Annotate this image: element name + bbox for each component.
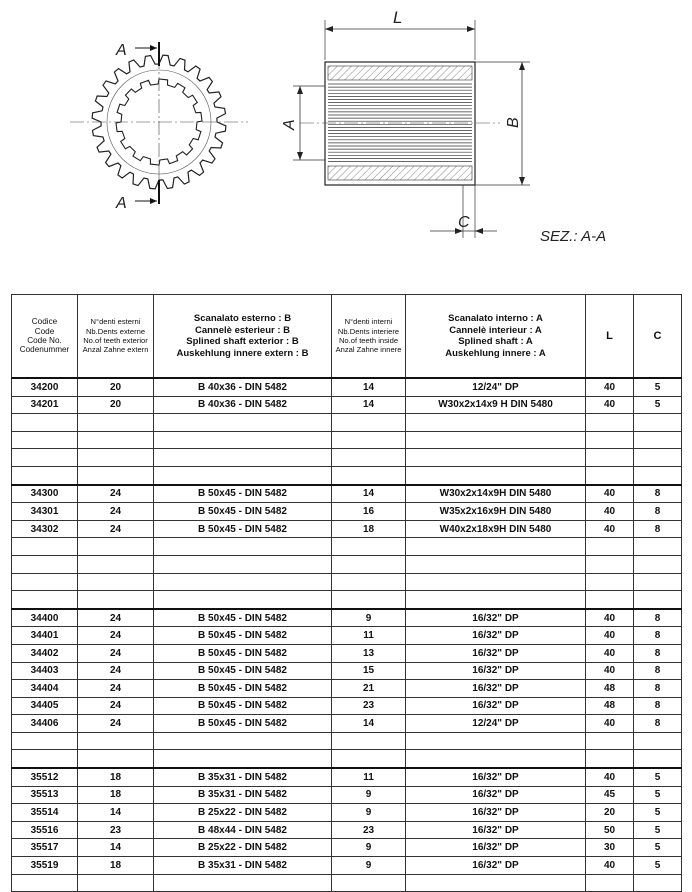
header-ext-teeth xyxy=(78,295,154,379)
table-row xyxy=(12,520,682,538)
blank-cell xyxy=(154,431,332,449)
blank-cell xyxy=(634,573,682,591)
blank-cell xyxy=(12,466,78,484)
cell-ext-teeth: 18 xyxy=(78,768,154,786)
header-line: Anzal Zahne extern xyxy=(82,345,149,355)
blank-cell xyxy=(586,431,634,449)
cell-int-teeth: 14 xyxy=(332,715,406,733)
table-row xyxy=(12,715,682,733)
blank-cell xyxy=(406,538,586,556)
cell-c: 8 xyxy=(634,503,682,521)
blank-cell xyxy=(406,573,586,591)
blank-cell xyxy=(78,538,154,556)
cell-ext-spline: B 40x36 - DIN 5482 xyxy=(154,378,332,396)
cell-code: 35512 xyxy=(12,768,78,786)
header-line: Cannelè interieur : A xyxy=(449,324,542,336)
cell-c: 5 xyxy=(634,396,682,414)
cell-code: 34404 xyxy=(12,680,78,698)
cell-int-spline: 16/32" DP xyxy=(406,609,586,627)
dim-a-arrow-bottom xyxy=(297,152,303,160)
hatch-top xyxy=(328,66,472,80)
cell-int-teeth: 23 xyxy=(332,821,406,839)
header-line: No.of teeth inside xyxy=(338,336,399,345)
cell-l: 30 xyxy=(586,839,634,857)
cell-c: 5 xyxy=(634,839,682,857)
cell-int-teeth: 14 xyxy=(332,378,406,396)
blank-row xyxy=(12,431,682,449)
blank-cell xyxy=(634,874,682,892)
cell-l: 40 xyxy=(586,520,634,538)
blank-cell xyxy=(586,466,634,484)
cell-ext-spline: B 35x31 - DIN 5482 xyxy=(154,857,332,875)
blank-cell xyxy=(332,732,406,750)
blank-cell xyxy=(586,538,634,556)
cell-c: 5 xyxy=(634,378,682,396)
dim-l-label: L xyxy=(393,8,403,27)
cell-ext-spline: B 50x45 - DIN 5482 xyxy=(154,644,332,662)
cell-l: 40 xyxy=(586,485,634,503)
table-row xyxy=(12,697,682,715)
cell-l: 45 xyxy=(586,786,634,804)
blank-cell xyxy=(12,573,78,591)
blank-row xyxy=(12,874,682,892)
blank-cell xyxy=(586,414,634,432)
blank-cell xyxy=(78,732,154,750)
blank-cell xyxy=(12,414,78,432)
cell-int-spline: 16/32" DP xyxy=(406,857,586,875)
cell-ext-spline: B 40x36 - DIN 5482 xyxy=(154,396,332,414)
cell-ext-spline: B 50x45 - DIN 5482 xyxy=(154,680,332,698)
blank-row xyxy=(12,555,682,573)
cell-ext-spline: B 50x45 - DIN 5482 xyxy=(154,609,332,627)
table-row xyxy=(12,396,682,414)
blank-cell xyxy=(78,750,154,768)
header-int-teeth xyxy=(332,295,406,379)
cell-ext-spline: B 50x45 - DIN 5482 xyxy=(154,503,332,521)
cell-int-spline: 16/32" DP xyxy=(406,768,586,786)
cell-c: 8 xyxy=(634,662,682,680)
cell-ext-spline: B 35x31 - DIN 5482 xyxy=(154,768,332,786)
blank-cell xyxy=(154,874,332,892)
cell-ext-spline: B 50x45 - DIN 5482 xyxy=(154,485,332,503)
table-row xyxy=(12,609,682,627)
cell-ext-spline: B 50x45 - DIN 5482 xyxy=(154,715,332,733)
header-line: Splined shaft exterior : B xyxy=(186,336,299,347)
table-header-row xyxy=(12,295,682,379)
cell-l: 20 xyxy=(586,804,634,822)
cell-ext-teeth: 24 xyxy=(78,609,154,627)
dim-a-arrow-top xyxy=(297,86,303,94)
blank-cell xyxy=(332,538,406,556)
blank-cell xyxy=(634,732,682,750)
blank-cell xyxy=(154,538,332,556)
blank-cell xyxy=(12,431,78,449)
cell-code: 35516 xyxy=(12,821,78,839)
cell-code: 34403 xyxy=(12,662,78,680)
cell-int-spline: 16/32" DP xyxy=(406,680,586,698)
cell-code: 35514 xyxy=(12,804,78,822)
header-c: C xyxy=(634,295,682,379)
cell-ext-teeth: 18 xyxy=(78,786,154,804)
header-line: N°denti interni xyxy=(344,317,393,327)
header-line: Nb.Dents externe xyxy=(85,326,146,336)
cell-l: 40 xyxy=(586,503,634,521)
cell-int-teeth: 9 xyxy=(332,857,406,875)
cell-code: 34405 xyxy=(12,697,78,715)
cell-code: 34401 xyxy=(12,627,78,645)
blank-cell xyxy=(12,732,78,750)
blank-row xyxy=(12,573,682,591)
blank-cell xyxy=(406,750,586,768)
cell-code: 34402 xyxy=(12,644,78,662)
cell-ext-teeth: 24 xyxy=(78,697,154,715)
hatch-bottom xyxy=(328,166,472,180)
cell-int-teeth: 9 xyxy=(332,786,406,804)
dim-l-arrow-left xyxy=(325,26,333,32)
blank-cell xyxy=(634,555,682,573)
cell-l: 40 xyxy=(586,662,634,680)
table-body xyxy=(12,378,682,892)
blank-cell xyxy=(154,449,332,467)
blank-row xyxy=(12,466,682,484)
table-row xyxy=(12,680,682,698)
cell-ext-teeth: 24 xyxy=(78,644,154,662)
blank-cell xyxy=(154,573,332,591)
cell-l: 40 xyxy=(586,768,634,786)
cell-ext-spline: B 50x45 - DIN 5482 xyxy=(154,520,332,538)
cell-c: 5 xyxy=(634,786,682,804)
blank-cell xyxy=(406,431,586,449)
cell-ext-teeth: 20 xyxy=(78,378,154,396)
blank-cell xyxy=(78,466,154,484)
blank-cell xyxy=(586,591,634,609)
cell-ext-teeth: 18 xyxy=(78,857,154,875)
blank-cell xyxy=(154,555,332,573)
cell-l: 48 xyxy=(586,697,634,715)
cell-code: 35517 xyxy=(12,839,78,857)
blank-row xyxy=(12,591,682,609)
blank-cell xyxy=(586,573,634,591)
blank-cell xyxy=(634,750,682,768)
cell-c: 8 xyxy=(634,609,682,627)
blank-cell xyxy=(634,466,682,484)
blank-cell xyxy=(12,449,78,467)
blank-cell xyxy=(78,414,154,432)
table-row xyxy=(12,768,682,786)
blank-cell xyxy=(154,750,332,768)
cell-l: 40 xyxy=(586,857,634,875)
cell-ext-teeth: 24 xyxy=(78,485,154,503)
cell-int-spline: 12/24" DP xyxy=(406,715,586,733)
blank-cell xyxy=(78,431,154,449)
cell-int-teeth: 9 xyxy=(332,804,406,822)
blank-row xyxy=(12,750,682,768)
header-line: N°denti esterni xyxy=(90,317,141,327)
cell-c: 8 xyxy=(634,680,682,698)
table-row xyxy=(12,821,682,839)
header-line: Cannelè esterieur : B xyxy=(194,324,291,336)
blank-cell xyxy=(12,591,78,609)
cell-int-teeth: 14 xyxy=(332,396,406,414)
blank-cell xyxy=(332,555,406,573)
cell-c: 8 xyxy=(634,644,682,662)
blank-cell xyxy=(332,874,406,892)
header-line: Nb.Dents interiere xyxy=(337,326,400,336)
dim-a-label: A xyxy=(281,119,298,130)
cell-int-spline: 16/32" DP xyxy=(406,839,586,857)
cell-ext-spline: B 25x22 - DIN 5482 xyxy=(154,804,332,822)
table-row xyxy=(12,627,682,645)
header-line: Scanalato interno : A xyxy=(448,313,543,324)
cell-int-spline: W30x2x14x9 H DIN 5480 xyxy=(406,396,586,414)
header-line: Auskehlung innere extern : B xyxy=(176,347,309,359)
header-ext-spline xyxy=(154,295,332,379)
blank-cell xyxy=(78,874,154,892)
cell-int-teeth: 16 xyxy=(332,503,406,521)
blank-row xyxy=(12,538,682,556)
cell-int-spline: 16/32" DP xyxy=(406,644,586,662)
header-line: Splined shaft : A xyxy=(458,336,533,347)
section-label-bottom: A xyxy=(116,195,127,212)
blank-cell xyxy=(586,750,634,768)
header-int-spline xyxy=(406,295,586,379)
spec-table xyxy=(11,294,682,892)
blank-cell xyxy=(406,555,586,573)
blank-cell xyxy=(406,874,586,892)
blank-cell xyxy=(586,732,634,750)
cell-int-teeth: 9 xyxy=(332,839,406,857)
cell-c: 5 xyxy=(634,821,682,839)
cell-ext-spline: B 50x45 - DIN 5482 xyxy=(154,627,332,645)
cell-l: 40 xyxy=(586,644,634,662)
cell-code: 34300 xyxy=(12,485,78,503)
header-line: Code xyxy=(34,326,55,336)
blank-row xyxy=(12,449,682,467)
cell-code: 34200 xyxy=(12,378,78,396)
table-row xyxy=(12,485,682,503)
cell-int-spline: 16/32" DP xyxy=(406,786,586,804)
cell-int-spline: 12/24" DP xyxy=(406,378,586,396)
cell-l: 50 xyxy=(586,821,634,839)
cell-int-teeth: 13 xyxy=(332,644,406,662)
cell-int-teeth: 14 xyxy=(332,485,406,503)
blank-cell xyxy=(634,449,682,467)
blank-cell xyxy=(332,431,406,449)
section-view xyxy=(281,8,606,245)
cell-ext-spline: B 25x22 - DIN 5482 xyxy=(154,839,332,857)
blank-cell xyxy=(78,555,154,573)
cell-code: 34302 xyxy=(12,520,78,538)
cell-int-spline: 16/32" DP xyxy=(406,627,586,645)
header-line: Codenummer xyxy=(19,345,70,355)
blank-cell xyxy=(78,591,154,609)
cell-ext-teeth: 20 xyxy=(78,396,154,414)
blank-cell xyxy=(154,591,332,609)
header-code xyxy=(12,295,78,379)
cell-code: 34301 xyxy=(12,503,78,521)
technical-drawing xyxy=(0,0,692,260)
blank-cell xyxy=(12,750,78,768)
cell-int-teeth: 9 xyxy=(332,609,406,627)
table-row xyxy=(12,644,682,662)
cell-code: 35519 xyxy=(12,857,78,875)
blank-cell xyxy=(586,874,634,892)
cell-ext-teeth: 24 xyxy=(78,715,154,733)
table-row xyxy=(12,804,682,822)
cell-int-spline: W30x2x14x9H DIN 5480 xyxy=(406,485,586,503)
dim-b-arrow-bottom xyxy=(519,177,525,185)
cell-code: 35513 xyxy=(12,786,78,804)
section-arrowhead-top xyxy=(150,45,157,51)
blank-cell xyxy=(154,414,332,432)
cell-ext-spline: B 50x45 - DIN 5482 xyxy=(154,662,332,680)
blank-cell xyxy=(634,538,682,556)
blank-cell xyxy=(332,591,406,609)
table-row xyxy=(12,378,682,396)
cell-ext-spline: B 35x31 - DIN 5482 xyxy=(154,786,332,804)
front-view-gear xyxy=(70,42,248,212)
cell-ext-teeth: 24 xyxy=(78,520,154,538)
dim-c-arrow-right xyxy=(475,228,483,234)
cell-ext-teeth: 24 xyxy=(78,680,154,698)
blank-cell xyxy=(406,414,586,432)
blank-cell xyxy=(332,414,406,432)
blank-cell xyxy=(586,555,634,573)
cell-int-spline: W40x2x18x9H DIN 5480 xyxy=(406,520,586,538)
cell-int-spline: 16/32" DP xyxy=(406,821,586,839)
blank-cell xyxy=(78,573,154,591)
dim-c-label: C xyxy=(458,214,470,231)
blank-cell xyxy=(634,431,682,449)
header-line: Auskehlung innere : A xyxy=(445,347,546,359)
blank-cell xyxy=(586,449,634,467)
cell-l: 40 xyxy=(586,378,634,396)
cell-c: 8 xyxy=(634,697,682,715)
blank-cell xyxy=(12,874,78,892)
cell-int-teeth: 11 xyxy=(332,627,406,645)
blank-cell xyxy=(332,449,406,467)
dim-b-label: B xyxy=(505,117,522,128)
cell-c: 5 xyxy=(634,768,682,786)
table-row xyxy=(12,839,682,857)
blank-cell xyxy=(12,538,78,556)
cell-c: 8 xyxy=(634,627,682,645)
dim-l-arrow-right xyxy=(467,26,475,32)
blank-cell xyxy=(154,732,332,750)
cell-c: 5 xyxy=(634,857,682,875)
blank-cell xyxy=(332,573,406,591)
cell-int-spline: W35x2x16x9H DIN 5480 xyxy=(406,503,586,521)
cell-c: 8 xyxy=(634,715,682,733)
header-l: L xyxy=(586,295,634,379)
blank-cell xyxy=(406,591,586,609)
section-label-top: A xyxy=(116,42,127,59)
blank-cell xyxy=(154,466,332,484)
cell-int-spline: 16/32" DP xyxy=(406,662,586,680)
cell-ext-teeth: 24 xyxy=(78,503,154,521)
blank-row xyxy=(12,414,682,432)
header-line: Anzal Zahne innere xyxy=(335,345,402,355)
blank-cell xyxy=(634,591,682,609)
cell-int-teeth: 21 xyxy=(332,680,406,698)
cell-ext-teeth: 24 xyxy=(78,627,154,645)
cell-l: 48 xyxy=(586,680,634,698)
cell-code: 34201 xyxy=(12,396,78,414)
blank-cell xyxy=(332,466,406,484)
cell-ext-teeth: 14 xyxy=(78,804,154,822)
blank-cell xyxy=(12,555,78,573)
blank-cell xyxy=(406,732,586,750)
header-line: Code No. xyxy=(27,336,62,345)
blank-cell xyxy=(406,449,586,467)
cell-int-teeth: 15 xyxy=(332,662,406,680)
cell-ext-teeth: 23 xyxy=(78,821,154,839)
table-row xyxy=(12,503,682,521)
table-row xyxy=(12,662,682,680)
cell-code: 34400 xyxy=(12,609,78,627)
table-row xyxy=(12,786,682,804)
cell-c: 8 xyxy=(634,485,682,503)
blank-cell xyxy=(332,750,406,768)
section-title: SEZ.: A-A xyxy=(540,228,607,245)
cell-l: 40 xyxy=(586,396,634,414)
blank-cell xyxy=(78,449,154,467)
cell-code: 34406 xyxy=(12,715,78,733)
cell-c: 5 xyxy=(634,804,682,822)
header-line: No.of teeth exterior xyxy=(83,336,148,345)
header-line: Scanalato esterno : B xyxy=(193,313,292,324)
header-line: Codice xyxy=(31,317,58,327)
blank-cell xyxy=(634,414,682,432)
section-arrowhead-bottom xyxy=(150,198,157,204)
cell-int-spline: 16/32" DP xyxy=(406,697,586,715)
cell-l: 40 xyxy=(586,627,634,645)
blank-cell xyxy=(406,466,586,484)
cell-int-teeth: 11 xyxy=(332,768,406,786)
cell-c: 8 xyxy=(634,520,682,538)
table-row xyxy=(12,857,682,875)
cell-int-spline: 16/32" DP xyxy=(406,804,586,822)
cell-ext-teeth: 14 xyxy=(78,839,154,857)
cell-ext-spline: B 48x44 - DIN 5482 xyxy=(154,821,332,839)
cell-int-teeth: 23 xyxy=(332,697,406,715)
dim-b-arrow-top xyxy=(519,62,525,70)
cell-ext-spline: B 50x45 - DIN 5482 xyxy=(154,697,332,715)
cell-int-teeth: 18 xyxy=(332,520,406,538)
cell-ext-teeth: 24 xyxy=(78,662,154,680)
blank-row xyxy=(12,732,682,750)
cell-l: 40 xyxy=(586,715,634,733)
cell-l: 40 xyxy=(586,609,634,627)
